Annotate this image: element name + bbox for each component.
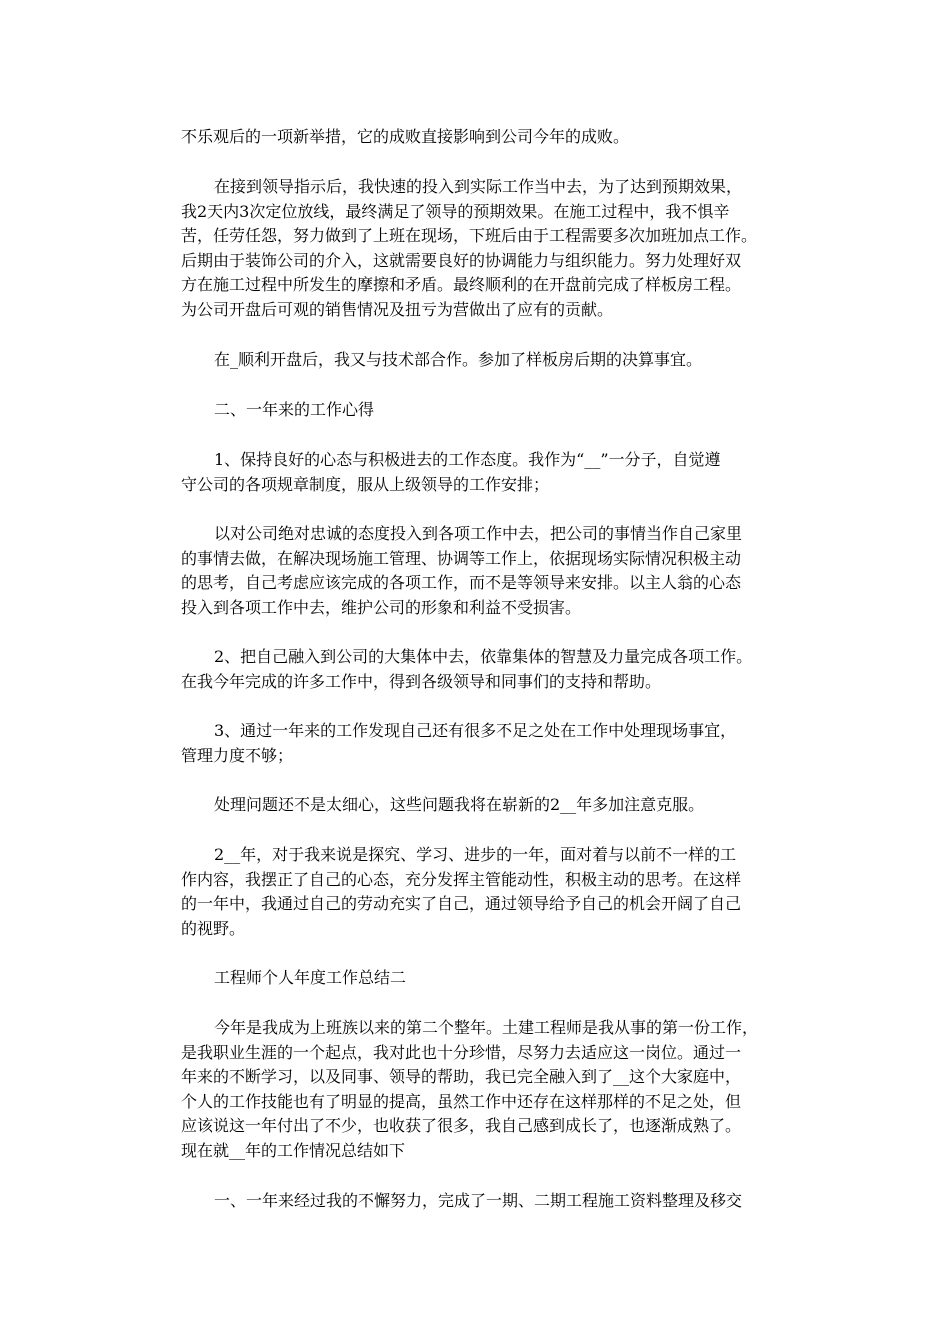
text-line: 2、把自己融入到公司的大集体中去，依靠集体的智慧及力量完成各项工作。 [214, 647, 753, 666]
text-line: 1、保持良好的心态与积极进去的工作态度。我作为“__”一分子，自觉遵 [214, 450, 721, 469]
paragraph-site-work [181, 175, 781, 322]
paragraph-continuation [181, 125, 781, 150]
paragraph-loyalty [181, 522, 781, 620]
text-line: 我2天内3次定位放线，最终满足了领导的预期效果。在施工过程中，我不惧辛 [181, 201, 730, 221]
text-line: 在我今年完成的许多工作中，得到各级领导和同事们的支持和帮助。 [181, 671, 662, 691]
text-line: 年来的不断学习，以及同事、领导的帮助，我已完全融入到了__这个大家庭中， [181, 1067, 742, 1086]
paragraph-year-reflection [181, 843, 781, 941]
paragraph-improvement [181, 793, 781, 818]
text-line: 二、一年来的工作心得 [214, 400, 375, 419]
text-line: 应该说这一年付出了不少，也收获了很多，我自己感到成长了，也逐渐成熟了。 [181, 1116, 742, 1135]
paragraph-second-year [181, 1016, 781, 1163]
paragraph-settlement [181, 348, 781, 373]
text-line: 以对公司绝对忠诚的态度投入到各项工作中去，把公司的事情当作自己家里 [214, 524, 743, 543]
paragraph-point-2 [181, 645, 781, 694]
text-line: 方在施工过程中所发生的摩擦和矛盾。最终顺利的在开盘前完成了样板房工程。 [181, 275, 742, 294]
paragraph-completed-work [181, 1189, 781, 1214]
section-heading-summary-two [181, 966, 781, 991]
text-line: 是我职业生涯的一个起点，我对此也十分珍惜，尽努力去适应这一岗位。通过一 [181, 1042, 742, 1062]
text-line: 不乐观后的一项新举措，它的成败直接影响到公司今年的成败。 [181, 127, 630, 146]
text-line: 苦，任劳任怨，努力做到了上班在现场，下班后由于工程需要多次加班加点工作。 [181, 226, 758, 245]
text-line: 为公司开盘后可观的销售情况及扭亏为营做出了应有的贡献。 [181, 299, 614, 319]
text-line: 工程师个人年度工作总结二 [214, 968, 407, 987]
text-line: 一、一年来经过我的不懈努力，完成了一期、二期工程施工资料整理及移交 [214, 1191, 743, 1210]
text-line: 处理问题还不是太细心，这些问题我将在崭新的2__年多加注意克服。 [214, 795, 705, 814]
text-line: 的事情去做，在解决现场施工管理、协调等工作上，依据现场实际情况积极主动 [181, 548, 742, 568]
text-line: 2__年，对于我来说是探究、学习、进步的一年，面对着与以前不一样的工 [214, 845, 737, 864]
text-line: 3、通过一年来的工作发现自己还有很多不足之处在工作中处理现场事宜， [214, 721, 737, 740]
text-line: 在_顺利开盘后，我又与技术部合作。参加了样板房后期的决算事宜。 [214, 350, 703, 369]
text-line: 作内容，我摆正了自己的心态，充分发挥主管能动性，积极主动的思考。在这样 [181, 869, 742, 889]
text-line: 在接到领导指示后，我快速的投入到实际工作当中去，为了达到预期效果， [214, 177, 743, 196]
paragraph-point-1 [181, 448, 781, 497]
text-line: 的一年中，我通过自己的劳动充实了自己，通过领导给予自己的机会开阔了自己 [181, 894, 742, 913]
text-line: 守公司的各项规章制度，服从上级领导的工作安排； [181, 474, 550, 494]
text-line: 管理力度不够； [181, 745, 294, 765]
section-heading-work-insights [181, 398, 781, 423]
text-line: 的思考，自己考虑应该完成的各项工作，而不是等领导来安排。以主人翁的心态 [181, 573, 742, 592]
text-line: 今年是我成为上班族以来的第二个整年。土建工程师是我从事的第一份工作， [214, 1018, 759, 1037]
text-line: 个人的工作技能也有了明显的提高，虽然工作中还存在这样那样的不足之处，但 [181, 1091, 742, 1111]
paragraph-point-3 [181, 719, 781, 768]
text-line: 现在就__年的工作情况总结如下 [181, 1140, 406, 1160]
text-line: 的视野。 [181, 918, 246, 938]
text-line: 后期由于装饰公司的介入，这就需要良好的协调能力与组织能力。努力处理好双 [181, 250, 742, 270]
text-line: 投入到各项工作中去，维护公司的形象和利益不受损害。 [181, 597, 582, 617]
